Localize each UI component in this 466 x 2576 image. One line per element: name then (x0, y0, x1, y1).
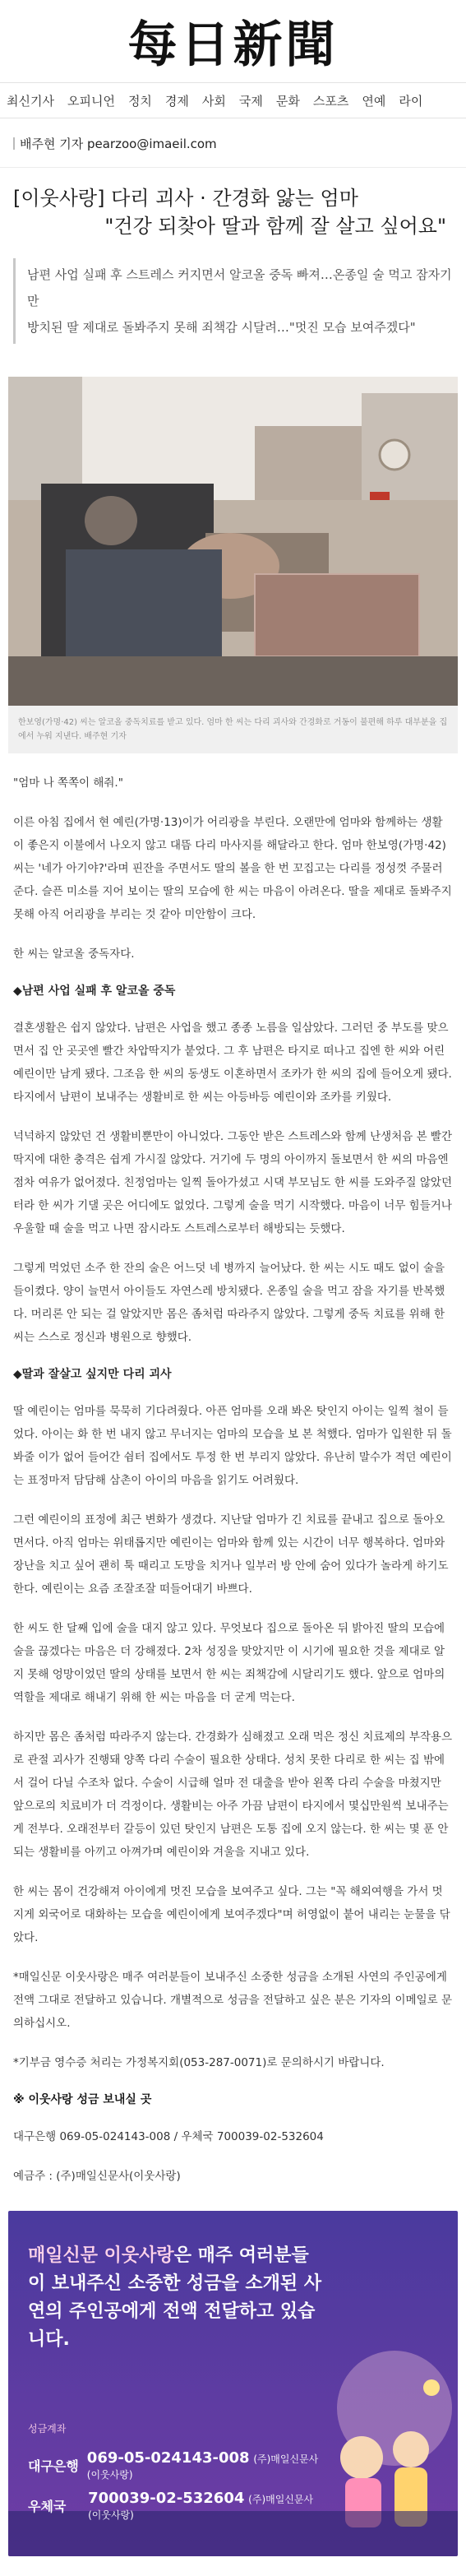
section-heading: ◆딸과 잘살고 싶지만 다리 괴사 (13, 1368, 172, 1381)
banner-account-label: 성금계좌 (28, 2423, 67, 2435)
article-paragraph: 하지만 몸은 좀처럼 따라주지 않는다. 간경화가 심해졌고 오래 먹은 정신 치료제의 부작용으로 관절 괴사가 진행돼 양쪽 다리 수술이 필요한 상태다. 성치 못한 다리로 한 씨는 집 밖에서 걸어 다닐 수조차 없다. 수술이 시급해 얼마 전 대출을 받아 왼쪽 다리 수술을 마쳤지만 앞으로의 치료비가 더 걱정이다. 생활비는 아주 가끔 남편이 타지에서 몇십만원씩 보내주는 게 전부다. 오래전부터 갈등이 있던 탓인지 남편은 도통 집에 오지 않는다. 한 씨는 몇 푼 안 되는 생활비를 아끼고 아껴가며 예린이와 겨울을 지내고 있다. (13, 1730, 453, 1859)
banner-message (28, 2242, 324, 2354)
account-owner: (주)매일신문사(이웃사랑) (86, 2453, 319, 2481)
banner-brand: 매일신문 이웃사랑 (28, 2245, 174, 2266)
article-paragraph: *매일신문 이웃사랑은 매주 여러분들이 보내주신 소중한 성금을 소개된 사연의 주인공에게 전액 그대로 전달하고 있습니다. 개별적으로 성금을 전달하고 싶은 분은 기자의 이메일로 문의하십시오. (13, 1971, 453, 2030)
nav-item-life[interactable]: 라이 (399, 93, 423, 109)
article-headline (0, 168, 466, 240)
reporter-info[interactable]: 배주현 기자 pearzoo@imaeil.com (20, 137, 217, 151)
newspaper-logo[interactable]: 每日新聞 (127, 16, 339, 74)
article-paragraph: 한 씨도 한 달째 입에 술을 대지 않고 있다. 무엇보다 집으로 돌아온 뒤 밝아진 딸의 모습에 술을 끊겠다는 마음은 더 강해졌다. 2차 성징을 맞았지만 이 시기에 필요한 것을 제대로 알지 못해 엉망이었던 딸의 상태를 보면서 한 씨는 죄책감에 시달리기도 했다. 앞으로 엄마의 역할을 제대로 해내기 위해 한 씨는 마음을 더 굳게 먹는다. (13, 1622, 445, 1704)
donation-banner[interactable] (8, 2211, 458, 2556)
bank-name: 우체국 (28, 2499, 67, 2514)
account-number: 700039-02-532604 (88, 2490, 245, 2507)
nav-item-world[interactable]: 국제 (238, 93, 263, 109)
article-paragraph: 한 씨는 알코올 중독자다. (13, 947, 135, 961)
nav-item-economy[interactable]: 경제 (164, 93, 189, 109)
article-paragraph: *기부금 영수증 처리는 가정복지회(053-287-0071)로 문의하시기 바랍니다. (13, 2056, 385, 2069)
nav-item-opinion[interactable]: 오피니언 (67, 93, 115, 109)
article-paragraph: 이른 아침 집에서 현 예린(가명·13)이가 어리광을 부린다. 오랜만에 엄마와 함께하는 생활이 좋은지 이불에서 나오지 않고 대뜸 다리 마사지를 해달라고 한다. 엄마 한보영(가명·42) 씨는 '네가 아기야?'라며 핀잔을 주면서도 딸의 볼을 한 번 꼬집고는 다리를 정성껏 주물러 준다. 슬픈 미소를 지어 보이는 딸의 모습에 한 씨는 마음이 아려온다. 딸을 제대로 돌봐주지 못해 아직 어리광을 부리는 것 같아 미안함이 크다. (13, 816, 452, 921)
headline-line-2: "건강 되찾아 딸과 함께 잘 살고 싶어요" (104, 215, 446, 238)
nav-item-culture[interactable]: 문화 (275, 93, 300, 109)
byline-divider (13, 137, 15, 150)
article-paragraph: 결혼생활은 쉽지 않았다. 남편은 사업을 했고 종종 노름을 일삼았다. 그러던 중 부도를 맞으면서 집 안 곳곳엔 빨간 차압딱지가 붙었다. 그 후 남편은 타지로 떠나고 집엔 한 씨와 어린 예린이만 남게 됐다. 그조음 한 씨의 동생도 이혼하면서 조카가 한 씨의 집에 들어오게 됐다. 타지에서 남편이 보내주는 생활비로 한 씨는 아등바등 예린이와 조카를 키웠다. (13, 1022, 452, 1104)
donation-accounts: 대구은행 069-05-024143-008 / 우체국 700039-02-532604 (13, 2130, 324, 2143)
account-owner: (주)매일신문사(이웃사랑) (88, 2494, 314, 2521)
masthead (0, 0, 466, 82)
nav-item-entertainment[interactable]: 연예 (362, 93, 386, 109)
subhead-1: 남편 사업 실패 후 스트레스 커지면서 알코올 중독 빠져…온종일 술 먹고 잠자기만 (27, 267, 452, 308)
photo-image (8, 377, 458, 706)
banner-message-rest: 은 매주 여러분들이 보내주신 소중한 성금을 소개된 사연의 주인공에게 전액 전달하고 있습니다. (28, 2245, 322, 2350)
bank-name: 대구은행 (28, 2458, 79, 2474)
nav-item-society[interactable]: 사회 (201, 93, 226, 109)
account-number: 069-05-024143-008 (86, 2449, 250, 2467)
reporter-byline (0, 118, 466, 168)
nav-item-politics[interactable]: 정치 (127, 93, 152, 109)
category-nav (0, 82, 466, 118)
nav-item-sports[interactable]: 스포츠 (312, 93, 349, 109)
headline-line-1: [이웃사랑] 다리 괴사 · 간경화 앓는 엄마 (13, 187, 358, 210)
donation-holder: 예금주 : (주)매일신문사(이웃사랑) (13, 2170, 181, 2183)
article-paragraph: "엄마 나 쪽쪽이 해줘." (13, 776, 123, 790)
article-paragraph: 그렇게 먹었던 소주 한 잔의 술은 어느덧 네 병까지 늘어났다. 한 씨는 시도 때도 없이 술을 들이켰다. 양이 늘면서 아이들도 자연스레 방치됐다. 온종일 술을 먹고 잠을 자기를 반복했다. 머리론 안 되는 걸 알았지만 몸은 좀처럼 따라주지 않았다. 그렇게 중독 치료를 위해 한 씨는 스스로 정신과 병원으로 향했다. (13, 1262, 445, 1344)
photo-caption: 한보영(가명·42) 씨는 알코올 중독치료를 받고 있다. 엄마 한 씨는 다리 괴사와 간경화로 거동이 불편해 하루 대부분을 집에서 누워 지낸다. 배주현 기자 (18, 718, 448, 741)
article-paragraph: 딸 예린이는 엄마를 묵묵히 기다려줬다. 아픈 엄마를 오래 봐온 탓인지 아이는 일찍 철이 들었다. 아이는 화 한 번 내지 않고 무너지는 엄마의 모습을 보 본 척했다. 엄마가 입원한 뒤 돌봐줄 이가 없어 들어간 쉼터 집에서도 투정 한 번 부리지 않았다. 유난히 말수가 적던 예린이는 표정마저 담담해 삼촌이 아이의 마음을 읽기도 어려웠다. (13, 1405, 452, 1487)
article-paragraph: 넉넉하지 않았던 건 생활비뿐만이 아니었다. 그동안 받은 스트레스와 함께 난생처음 본 빨간딱지에 대한 충격은 쉽게 가시질 않았다. 거기에 두 명의 아이까지 돌보면서 한 씨의 마음엔 점차 여유가 없어졌다. 친정엄마는 일찍 돌아가셨고 시댁 부모님도 한 씨를 도와주질 않았던 터라 한 씨가 기댈 곳은 어디에도 없었다. 그렇게 술을 먹기 시작했다. 마음이 너무 힘들거나 우울할 때 술을 먹고 나면 잠시라도 스트레스로부터 해방되는 듯했다. (13, 1130, 453, 1235)
article-paragraph: 한 씨는 몸이 건강해져 아이에게 멋진 모습을 보여주고 싶다. 그는 "꼭 해외여행을 가서 멋지게 외국어로 대화하는 모습을 예린이에게 보여주겠다"며 허영없이 붙어 내리는 눈물을 닦았다. (13, 1885, 450, 1944)
article-body (0, 753, 466, 2188)
article-subheads (13, 258, 453, 344)
banner-accounts (28, 2449, 324, 2530)
subhead-2: 방치된 딸 제대로 돌봐주지 못해 죄책감 시달려…"멋진 모습 보여주겠다" (27, 320, 416, 335)
article-photo (8, 377, 458, 753)
banner-account-row (28, 2449, 324, 2481)
banner-account-row (28, 2490, 324, 2522)
donation-heading: ※ 이웃사랑 성금 보내실 곳 (13, 2093, 152, 2106)
article-paragraph: 그런 예린이의 표정에 최근 변화가 생겼다. 지난달 엄마가 긴 치료를 끝내고 집으로 돌아오면서다. 아직 엄마는 위태롭지만 예린이는 엄마와 함께 있는 시간이 너무 행복하다. 엄마와 장난을 치고 싶어 괜히 툭 때리고 도망을 치거나 일부러 방 안에 숨어 있다가 놀라게 하기도 한다. 예린이는 요즘 조잘조잘 떠들어대기 바쁘다. (13, 1513, 449, 1596)
section-heading: ◆남편 사업 실패 후 알코올 중독 (13, 985, 176, 998)
nav-item-latest[interactable]: 최신기사 (7, 93, 54, 109)
